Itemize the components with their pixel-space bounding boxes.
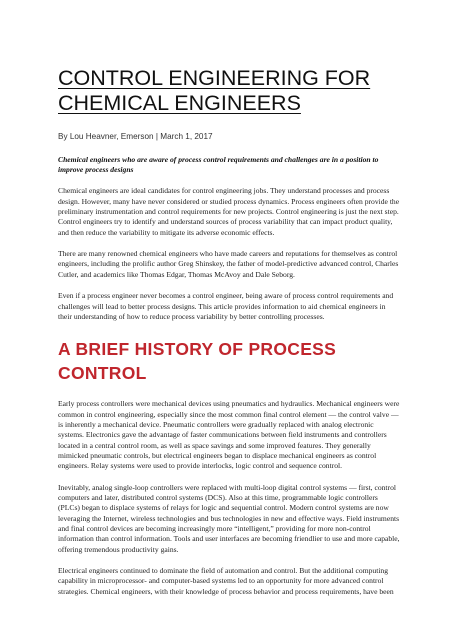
text-line: Electrical engineers continued to dominate the field of automation and control. But the additional computing <box>58 566 389 575</box>
text-line: Control engineers try to identify and understand sources of process variability that can impact product quality, <box>58 217 393 227</box>
title-line: CHEMICAL ENGINEERS <box>58 91 301 115</box>
heading-line: A BRIEF HISTORY OF PROCESS <box>58 339 337 360</box>
text-line: is inherently a mechanical device. Pneumatic controllers were gradually replaced with analog electronic <box>58 419 374 429</box>
section-paragraph-1 <box>58 399 416 471</box>
body-paragraph-1 <box>58 186 416 238</box>
title-line: CONTROL ENGINEERING FOR <box>58 66 371 90</box>
text-line: (PLCs) began to displace systems of relays for logic and sequential control. Modern control systems are now <box>58 503 389 513</box>
text-line: systems. Electronics gave the advantage of faster communications between field instruments and controllers <box>58 430 387 440</box>
text-line: Chemical engineers are ideal candidates for control engineering jobs. They understand processes and process <box>58 186 390 196</box>
text-line: Inevitably, analog single-loop controllers were replaced with multi-loop digital control systems — first, control <box>58 482 396 492</box>
text-line: capability in microprocessor- and computer-based systems led to an opportunity for more advanced control <box>58 576 384 586</box>
text-line: preliminary instrumentation and control requirements for new projects. Control engineering is just the next step. <box>58 207 399 217</box>
body-paragraph-2 <box>58 249 416 280</box>
text-line: located in a central control room, as well as space savings and some improved features. They generally <box>58 440 371 450</box>
text-line: mimicked pneumatic controls, but electrical engineers began to displace mechanical engineers as control <box>58 450 377 460</box>
intro-line: improve process designs <box>58 165 134 175</box>
text-line: common in control engineering, especially since the most common final control element — the control valve — <box>58 409 399 419</box>
text-line: their understanding of how to reduce process variability by better controlling processes. <box>58 311 325 321</box>
text-line: and then reduce the variability to mitigate its adverse economic effects. <box>58 227 275 237</box>
heading-line: CONTROL <box>58 363 147 384</box>
text-line: Early process controllers were mechanical devices using pneumatics and hydraulics. Mechanical engineers were <box>58 399 400 409</box>
text-line: design. However, many have never considered or studied process dynamics. Process engineers often provide the <box>58 196 400 206</box>
text-line: information than control information. Tools and user interfaces are becoming friendlier to use and more capable, <box>58 534 400 544</box>
byline: By Lou Heavner, Emerson | March 1, 2017 <box>58 132 213 141</box>
text-line: engineers, including the prolific author Greg Shinskey, the father of model-predictive advanced control, Charles <box>58 259 399 269</box>
intro-line: Chemical engineers who are aware of process control requirements and challenges are in a position to <box>58 155 379 164</box>
text-line: challenges will lead to better process designs. This article provides information to aid chemical engineers in <box>58 301 386 311</box>
text-line: and final control devices are becoming increasingly more “intelligent,” providing for more non-control <box>58 523 371 533</box>
text-line: Even if a process engineer never becomes a control engineer, being aware of process control requirements and <box>58 291 394 301</box>
body-paragraph-3 <box>58 291 416 322</box>
article-title <box>58 66 416 118</box>
intro-summary <box>58 155 416 175</box>
section-paragraph-2 <box>58 483 416 555</box>
text-line: leveraging the Internet, wireless technologies and bus technologies in new and effective ways. Field instruments <box>58 513 400 523</box>
text-line: offering tremendous productivity gains. <box>58 544 179 554</box>
text-line: There are many renowned chemical engineers who have made careers and reputations for themselves as control <box>58 249 398 259</box>
section-paragraph-3 <box>58 566 416 597</box>
text-line: engineers. Relay systems were used to provide interlocks, logic control and sequence control. <box>58 461 343 471</box>
text-line: computers and later, distributed control systems (DCS). Also at this time, programmable logic controllers <box>58 492 378 502</box>
section-heading <box>58 337 416 385</box>
text-line: strategies. Chemical engineers, with their knowledge of process behavior and process requirements, have been <box>58 586 394 596</box>
text-line: Cutler, and academics like Thomas Edgar, Thomas McAvoy and Dale Seborg. <box>58 269 295 279</box>
